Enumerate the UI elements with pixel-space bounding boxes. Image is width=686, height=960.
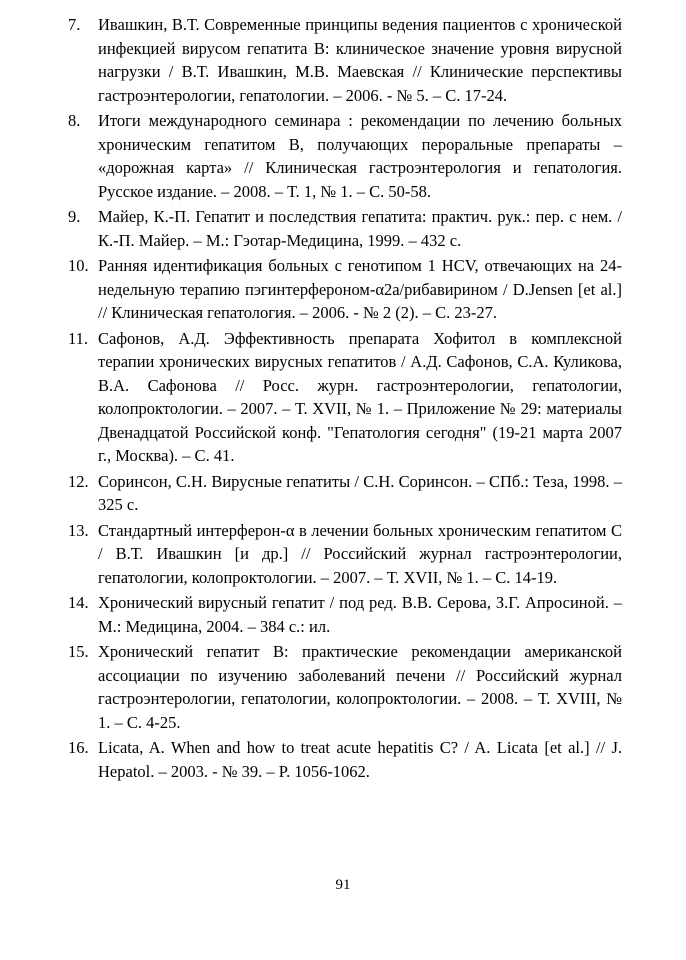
reference-item bbox=[68, 591, 622, 638]
reference-text: Соринсон, С.Н. Вирусные гепатиты / С.Н. Соринсон. – СПб.: Теза, 1998. – 325 с. bbox=[98, 471, 622, 514]
reference-number: 10. bbox=[68, 256, 89, 275]
reference-text: Хронический вирусный гепатит / под ред. В.В. Серова, З.Г. Апросиной. – М.: Медицина, 2004. – 384 с.: ил. bbox=[98, 593, 622, 636]
reference-text: Хронический гепатит В: практические рекомендации американской ассоциации по изучению заболеваний печени // Российский журнал гастроэнтерологии, гепатологии, колопроктологии. – 2008. – Т. XVIII, № 1. – С. 4-25. bbox=[98, 642, 622, 732]
reference-text: Стандартный интерферон-α в лечении больных хроническим гепатитом С / В.Т. Ивашкин [и др.] // Российский журнал гастроэнтерологии, гепатологии, колопроктологии. – 2007. – Т. XVII, № 1. – С. 14-19. bbox=[98, 520, 622, 587]
reference-item bbox=[68, 519, 622, 590]
reference-number: 7. bbox=[68, 15, 81, 34]
reference-number: 12. bbox=[68, 471, 89, 491]
reference-item bbox=[68, 470, 622, 517]
reference-list bbox=[68, 13, 622, 785]
reference-item bbox=[68, 13, 622, 107]
reference-text: Майер, К.-П. Гепатит и последствия гепатита: практич. рук.: пер. с нем. / К.-П. Майер. – М.: Гэотар-Медицина, 1999. – 432 с. bbox=[98, 207, 622, 250]
reference-number: 8. bbox=[68, 111, 81, 130]
reference-item bbox=[68, 205, 622, 252]
reference-item bbox=[68, 254, 622, 325]
reference-item bbox=[68, 640, 622, 734]
reference-number: 14. bbox=[68, 593, 89, 612]
page-number: 91 bbox=[335, 877, 351, 893]
reference-item bbox=[68, 736, 622, 783]
reference-number: 11. bbox=[68, 328, 89, 348]
reference-text: Сафонов, А.Д. Эффективность препарата Хофитол в комплексной терапии хронических вирусных гепатитов / А.Д. Сафонов, С.А. Куликова, В.А. Сафонова // Росс. журн. гастроэнтерологии, гепатологии, колопроктологии. – 2007. – Т. XVII, № 1. – Приложение № 29: материалы Двенадцатой Российской конф. "Гепатология сегодня" (19-21 марта 2007 г., Москва). – С. 41. bbox=[98, 328, 622, 465]
reference-number: 9. bbox=[68, 207, 81, 226]
reference-text: Итоги международного семинара : рекомендации по лечению больных хроническим гепатитом В, получающих пероральные препараты – «дорожная карта» // Клиническая гастроэнтерология и гепатология. Русское издание. – 2008. – Т. 1, № 1. – С. 50-58. bbox=[98, 111, 622, 201]
reference-text: Licata, A. When and how to treat acute hepatitis C? / A. Licata [et al.] // J. Hepatol. – 2003. - № 39. – P. 1056-1062. bbox=[98, 738, 622, 781]
reference-number: 16. bbox=[68, 738, 89, 757]
reference-text: Ивашкин, В.Т. Современные принципы ведения пациентов с хронической инфекцией вирусом гепатита В: клиническое значение уровня вирусной нагрузки / В.Т. Ивашкин, М.В. Маевская // Клинические перспективы гастроэнтерологии, гепатологии. – 2006. - № 5. – С. 17-24. bbox=[98, 15, 622, 105]
reference-number: 15. bbox=[68, 642, 89, 661]
reference-number: 13. bbox=[68, 520, 89, 540]
reference-item bbox=[68, 327, 622, 468]
reference-item bbox=[68, 109, 622, 203]
reference-text: Ранняя идентификация больных с генотипом 1 HCV, отвечающих на 24-недельную терапию пэгинтерфероном-α2а/рибавирином / D.Jensen [et al.] // Клиническая гепатология. – 2006. - № 2 (2). – С. 23-27. bbox=[98, 256, 622, 322]
